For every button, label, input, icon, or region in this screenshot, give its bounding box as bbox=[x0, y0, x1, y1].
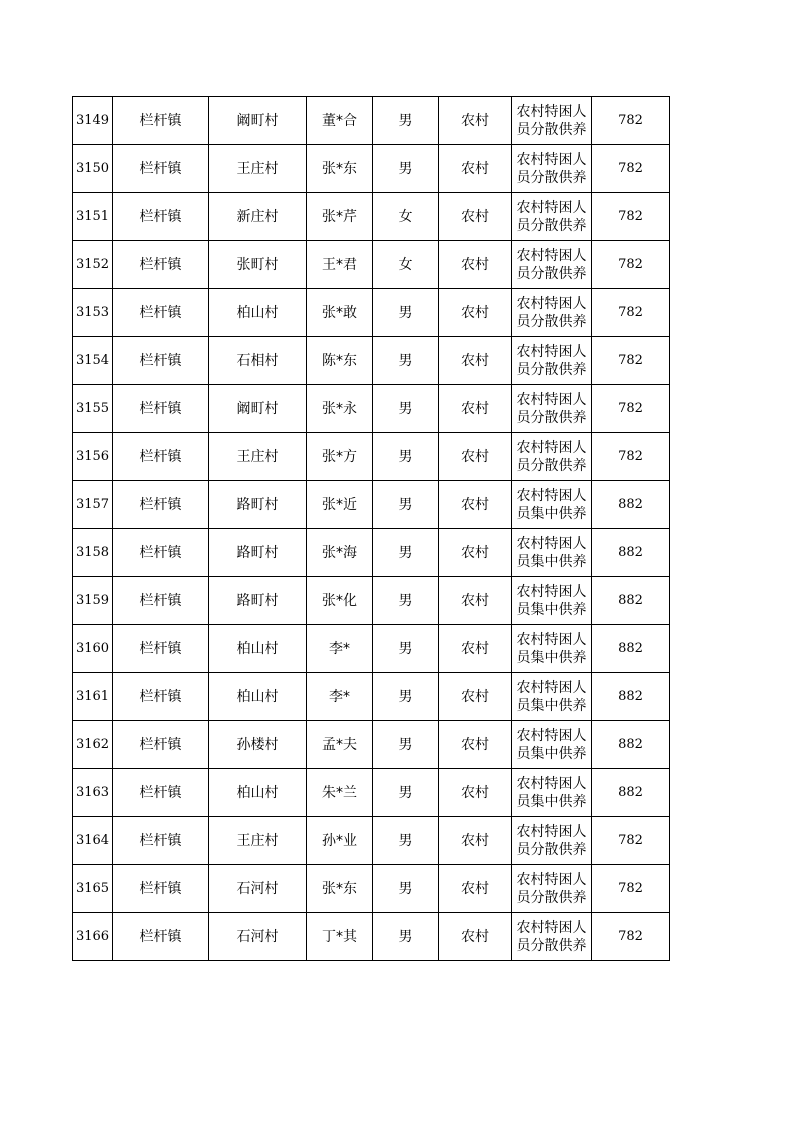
support-type-text: 农村特困人员分散供养 bbox=[516, 199, 587, 234]
town-cell: 栏杆镇 bbox=[113, 673, 209, 721]
table-row bbox=[73, 529, 670, 577]
village-cell: 王庄村 bbox=[209, 817, 307, 865]
support-type-cell bbox=[512, 241, 592, 289]
amount-cell: 882 bbox=[592, 769, 670, 817]
area-type-cell: 农村 bbox=[439, 673, 512, 721]
gender-cell: 男 bbox=[373, 577, 439, 625]
table-row bbox=[73, 289, 670, 337]
support-type-text: 农村特困人员分散供养 bbox=[516, 439, 587, 474]
town-cell: 栏杆镇 bbox=[113, 817, 209, 865]
gender-cell: 男 bbox=[373, 481, 439, 529]
support-type-text: 农村特困人员集中供养 bbox=[516, 631, 587, 666]
table-row bbox=[73, 385, 670, 433]
table-row bbox=[73, 481, 670, 529]
support-type-cell bbox=[512, 865, 592, 913]
row-number-cell: 3159 bbox=[73, 577, 113, 625]
table-row bbox=[73, 817, 670, 865]
person-name-cell: 张*方 bbox=[307, 433, 373, 481]
town-cell: 栏杆镇 bbox=[113, 97, 209, 145]
area-type-cell: 农村 bbox=[439, 97, 512, 145]
village-cell: 柏山村 bbox=[209, 673, 307, 721]
table-row bbox=[73, 865, 670, 913]
area-type-cell: 农村 bbox=[439, 769, 512, 817]
amount-cell: 782 bbox=[592, 241, 670, 289]
row-number-cell: 3158 bbox=[73, 529, 113, 577]
amount-cell: 782 bbox=[592, 865, 670, 913]
support-type-text: 农村特困人员集中供养 bbox=[516, 775, 587, 810]
person-name-cell: 朱*兰 bbox=[307, 769, 373, 817]
gender-cell: 男 bbox=[373, 913, 439, 961]
support-type-cell bbox=[512, 673, 592, 721]
village-cell: 石河村 bbox=[209, 865, 307, 913]
support-type-cell bbox=[512, 625, 592, 673]
area-type-cell: 农村 bbox=[439, 721, 512, 769]
town-cell: 栏杆镇 bbox=[113, 721, 209, 769]
town-cell: 栏杆镇 bbox=[113, 625, 209, 673]
town-cell: 栏杆镇 bbox=[113, 433, 209, 481]
person-name-cell: 李* bbox=[307, 673, 373, 721]
support-type-cell bbox=[512, 433, 592, 481]
table-row bbox=[73, 337, 670, 385]
town-cell: 栏杆镇 bbox=[113, 481, 209, 529]
amount-cell: 882 bbox=[592, 529, 670, 577]
area-type-cell: 农村 bbox=[439, 577, 512, 625]
row-number-cell: 3160 bbox=[73, 625, 113, 673]
area-type-cell: 农村 bbox=[439, 529, 512, 577]
amount-cell: 782 bbox=[592, 337, 670, 385]
gender-cell: 男 bbox=[373, 337, 439, 385]
table-body bbox=[73, 97, 670, 961]
support-type-cell bbox=[512, 577, 592, 625]
gender-cell: 男 bbox=[373, 529, 439, 577]
row-number-cell: 3164 bbox=[73, 817, 113, 865]
area-type-cell: 农村 bbox=[439, 337, 512, 385]
row-number-cell: 3155 bbox=[73, 385, 113, 433]
table-row bbox=[73, 769, 670, 817]
row-number-cell: 3150 bbox=[73, 145, 113, 193]
amount-cell: 882 bbox=[592, 721, 670, 769]
row-number-cell: 3165 bbox=[73, 865, 113, 913]
gender-cell: 男 bbox=[373, 289, 439, 337]
amount-cell: 882 bbox=[592, 673, 670, 721]
area-type-cell: 农村 bbox=[439, 433, 512, 481]
person-name-cell: 丁*其 bbox=[307, 913, 373, 961]
village-cell: 孙楼村 bbox=[209, 721, 307, 769]
table-row bbox=[73, 241, 670, 289]
area-type-cell: 农村 bbox=[439, 385, 512, 433]
person-name-cell: 张*敢 bbox=[307, 289, 373, 337]
support-type-cell bbox=[512, 529, 592, 577]
area-type-cell: 农村 bbox=[439, 193, 512, 241]
row-number-cell: 3157 bbox=[73, 481, 113, 529]
town-cell: 栏杆镇 bbox=[113, 337, 209, 385]
village-cell: 阚町村 bbox=[209, 97, 307, 145]
support-type-cell bbox=[512, 481, 592, 529]
village-cell: 石河村 bbox=[209, 913, 307, 961]
row-number-cell: 3162 bbox=[73, 721, 113, 769]
town-cell: 栏杆镇 bbox=[113, 529, 209, 577]
person-name-cell: 张*东 bbox=[307, 865, 373, 913]
village-cell: 柏山村 bbox=[209, 625, 307, 673]
support-type-cell bbox=[512, 817, 592, 865]
town-cell: 栏杆镇 bbox=[113, 193, 209, 241]
table-row bbox=[73, 577, 670, 625]
relief-roster-table bbox=[72, 96, 670, 961]
support-type-text: 农村特困人员集中供养 bbox=[516, 487, 587, 522]
person-name-cell: 张*芹 bbox=[307, 193, 373, 241]
town-cell: 栏杆镇 bbox=[113, 769, 209, 817]
town-cell: 栏杆镇 bbox=[113, 913, 209, 961]
village-cell: 王庄村 bbox=[209, 145, 307, 193]
support-type-text: 农村特困人员分散供养 bbox=[516, 871, 587, 906]
row-number-cell: 3163 bbox=[73, 769, 113, 817]
village-cell: 石相村 bbox=[209, 337, 307, 385]
gender-cell: 男 bbox=[373, 817, 439, 865]
support-type-text: 农村特困人员集中供养 bbox=[516, 727, 587, 762]
amount-cell: 882 bbox=[592, 481, 670, 529]
amount-cell: 782 bbox=[592, 817, 670, 865]
gender-cell: 女 bbox=[373, 193, 439, 241]
gender-cell: 男 bbox=[373, 385, 439, 433]
support-type-text: 农村特困人员分散供养 bbox=[516, 295, 587, 330]
town-cell: 栏杆镇 bbox=[113, 289, 209, 337]
support-type-text: 农村特困人员分散供养 bbox=[516, 151, 587, 186]
row-number-cell: 3153 bbox=[73, 289, 113, 337]
area-type-cell: 农村 bbox=[439, 625, 512, 673]
village-cell: 柏山村 bbox=[209, 769, 307, 817]
gender-cell: 男 bbox=[373, 145, 439, 193]
person-name-cell: 孟*夫 bbox=[307, 721, 373, 769]
table-row bbox=[73, 145, 670, 193]
support-type-cell bbox=[512, 721, 592, 769]
person-name-cell: 李* bbox=[307, 625, 373, 673]
area-type-cell: 农村 bbox=[439, 817, 512, 865]
support-type-cell bbox=[512, 289, 592, 337]
village-cell: 王庄村 bbox=[209, 433, 307, 481]
village-cell: 新庄村 bbox=[209, 193, 307, 241]
person-name-cell: 孙*业 bbox=[307, 817, 373, 865]
support-type-text: 农村特困人员分散供养 bbox=[516, 391, 587, 426]
amount-cell: 782 bbox=[592, 385, 670, 433]
row-number-cell: 3149 bbox=[73, 97, 113, 145]
person-name-cell: 张*近 bbox=[307, 481, 373, 529]
town-cell: 栏杆镇 bbox=[113, 577, 209, 625]
table-row bbox=[73, 97, 670, 145]
row-number-cell: 3156 bbox=[73, 433, 113, 481]
person-name-cell: 董*合 bbox=[307, 97, 373, 145]
support-type-cell bbox=[512, 769, 592, 817]
village-cell: 张町村 bbox=[209, 241, 307, 289]
area-type-cell: 农村 bbox=[439, 145, 512, 193]
row-number-cell: 3152 bbox=[73, 241, 113, 289]
gender-cell: 男 bbox=[373, 433, 439, 481]
amount-cell: 782 bbox=[592, 289, 670, 337]
support-type-cell bbox=[512, 337, 592, 385]
area-type-cell: 农村 bbox=[439, 913, 512, 961]
support-type-text: 农村特困人员集中供养 bbox=[516, 535, 587, 570]
person-name-cell: 张*东 bbox=[307, 145, 373, 193]
gender-cell: 男 bbox=[373, 97, 439, 145]
amount-cell: 782 bbox=[592, 913, 670, 961]
amount-cell: 782 bbox=[592, 97, 670, 145]
person-name-cell: 张*化 bbox=[307, 577, 373, 625]
area-type-cell: 农村 bbox=[439, 241, 512, 289]
table-row bbox=[73, 913, 670, 961]
support-type-cell bbox=[512, 913, 592, 961]
table-row bbox=[73, 433, 670, 481]
gender-cell: 男 bbox=[373, 721, 439, 769]
gender-cell: 女 bbox=[373, 241, 439, 289]
support-type-text: 农村特困人员分散供养 bbox=[516, 919, 587, 954]
town-cell: 栏杆镇 bbox=[113, 865, 209, 913]
support-type-text: 农村特困人员集中供养 bbox=[516, 583, 587, 618]
support-type-cell bbox=[512, 145, 592, 193]
gender-cell: 男 bbox=[373, 769, 439, 817]
row-number-cell: 3151 bbox=[73, 193, 113, 241]
village-cell: 路町村 bbox=[209, 577, 307, 625]
village-cell: 柏山村 bbox=[209, 289, 307, 337]
support-type-text: 农村特困人员集中供养 bbox=[516, 679, 587, 714]
row-number-cell: 3166 bbox=[73, 913, 113, 961]
village-cell: 阚町村 bbox=[209, 385, 307, 433]
town-cell: 栏杆镇 bbox=[113, 385, 209, 433]
gender-cell: 男 bbox=[373, 625, 439, 673]
town-cell: 栏杆镇 bbox=[113, 241, 209, 289]
table-row bbox=[73, 673, 670, 721]
table-row bbox=[73, 193, 670, 241]
village-cell: 路町村 bbox=[209, 481, 307, 529]
support-type-cell bbox=[512, 193, 592, 241]
amount-cell: 882 bbox=[592, 577, 670, 625]
table-row bbox=[73, 625, 670, 673]
amount-cell: 782 bbox=[592, 433, 670, 481]
support-type-cell bbox=[512, 385, 592, 433]
area-type-cell: 农村 bbox=[439, 289, 512, 337]
row-number-cell: 3161 bbox=[73, 673, 113, 721]
support-type-text: 农村特困人员分散供养 bbox=[516, 103, 587, 138]
support-type-text: 农村特困人员分散供养 bbox=[516, 823, 587, 858]
support-type-cell bbox=[512, 97, 592, 145]
support-type-text: 农村特困人员分散供养 bbox=[516, 247, 587, 282]
village-cell: 路町村 bbox=[209, 529, 307, 577]
gender-cell: 男 bbox=[373, 673, 439, 721]
row-number-cell: 3154 bbox=[73, 337, 113, 385]
gender-cell: 男 bbox=[373, 865, 439, 913]
person-name-cell: 陈*东 bbox=[307, 337, 373, 385]
amount-cell: 782 bbox=[592, 145, 670, 193]
table-row bbox=[73, 721, 670, 769]
town-cell: 栏杆镇 bbox=[113, 145, 209, 193]
support-type-text: 农村特困人员分散供养 bbox=[516, 343, 587, 378]
person-name-cell: 张*海 bbox=[307, 529, 373, 577]
area-type-cell: 农村 bbox=[439, 865, 512, 913]
person-name-cell: 王*君 bbox=[307, 241, 373, 289]
amount-cell: 782 bbox=[592, 193, 670, 241]
person-name-cell: 张*永 bbox=[307, 385, 373, 433]
area-type-cell: 农村 bbox=[439, 481, 512, 529]
amount-cell: 882 bbox=[592, 625, 670, 673]
